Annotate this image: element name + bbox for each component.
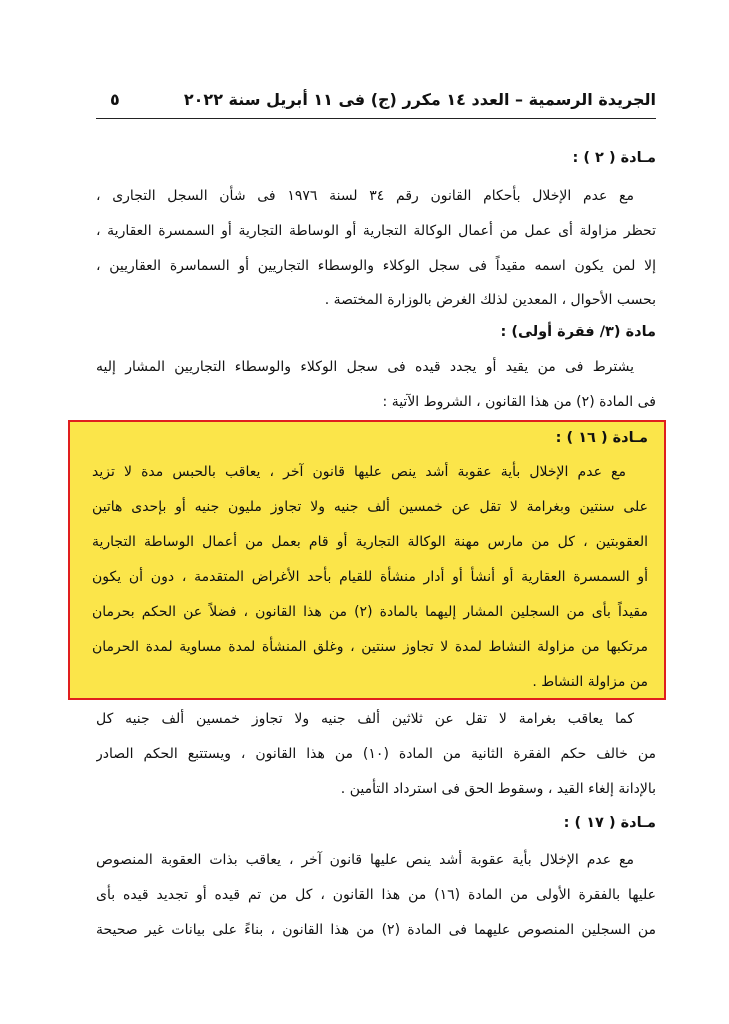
- article-16-continued-line: بالإدانة إلغاء القيد ، وسقوط الحق فى استرداد التأمين .: [340, 781, 656, 797]
- article-2-heading: مـادة ( ٢ ) :: [572, 150, 656, 166]
- article-16-line: العقوبتين ، كل من مارس مهنة الوكالة التجارية أو قام بعمل من أعمال الوساطة التجارية: [92, 534, 648, 550]
- article-16-heading: مـادة ( ١٦ ) :: [555, 430, 648, 446]
- page-header: [96, 90, 656, 119]
- article-17-line: من السجلين المنصوص عليهما فى المادة (٢) من هذا القانون ، بناءً على بيانات غير صحيحة: [96, 922, 656, 938]
- article-2-line: إلا لمن يكون اسمه مقيداً فى سجل الوكلاء والوسطاء التجاريين أو السماسرة العقاريين ،: [96, 258, 656, 274]
- article-17-heading: مـادة ( ١٧ ) :: [563, 815, 656, 831]
- article-3-line: يشترط فى من يقيد أو يجدد قيده فى سجل الوكلاء والوسطاء التجاريين المشار إليه: [96, 359, 634, 375]
- article-16-line: مرتكبها من مزاولة النشاط لمدة لا تجاوز سنتين ، وغلق المنشأة لمدة مساوية لمدة الحرمان: [92, 639, 648, 655]
- article-16-line: مع عدم الإخلال بأية عقوبة أشد ينص عليها قانون آخر ، يعاقب بالحبس مدة لا تزيد: [92, 464, 626, 480]
- gazette-title: الجريدة الرسمية – العدد ١٤ مكرر (ج) فى ١١ أبريل سنة ٢٠٢٢: [183, 90, 656, 109]
- article-3-heading: مادة (٣/ فقرة أولى) :: [500, 324, 656, 340]
- article-16-line: على سنتين وبغرامة لا تقل عن خمسين ألف جنيه ولا تجاوز مليون جنيه أو بإحدى هاتين: [92, 499, 648, 515]
- article-3-line: فى المادة (٢) من هذا القانون ، الشروط الآتية :: [382, 394, 656, 410]
- article-16-line: أو السمسرة العقارية أو أنشأ أو أدار منشأة للقيام بأحد الأغراض المتقدمة ، دون أن يكون: [92, 569, 648, 585]
- article-17-line: عليها بالفقرة الأولى من المادة (١٦) من هذا القانون ، كل من تم قيده أو تجديد قيده بأى: [96, 887, 656, 903]
- article-16-line: مقيداً بأى من السجلين المشار إليهما بالمادة (٢) من هذا القانون ، فضلاً عن الحكم بحرمان: [92, 604, 648, 620]
- article-17-line: مع عدم الإخلال بأية عقوبة أشد ينص عليها قانون آخر ، يعاقب بذات العقوبة المنصوص: [96, 852, 634, 868]
- article-2-line: بحسب الأحوال ، المعدين لذلك الغرض بالوزارة المختصة .: [324, 292, 656, 308]
- article-2-line: تحظر مزاولة أى عمل من أعمال الوكالة التجارية أو الوساطة التجارية أو السمسرة العقارية ،: [96, 223, 656, 239]
- article-16-continued-line: من خالف حكم الفقرة الثانية من المادة (١٠) من هذا القانون ، ويستتبع الحكم الصادر: [96, 746, 656, 762]
- article-16-continued-line: كما يعاقب بغرامة لا تقل عن ثلاثين ألف جنيه ولا تجاوز خمسين ألف جنيه كل: [96, 711, 634, 727]
- page-number: ٥: [110, 90, 120, 109]
- article-2-line: مع عدم الإخلال بأحكام القانون رقم ٣٤ لسنة ١٩٧٦ فى شأن السجل التجارى ،: [96, 188, 635, 204]
- article-16-line: من مزاولة النشاط .: [532, 674, 648, 690]
